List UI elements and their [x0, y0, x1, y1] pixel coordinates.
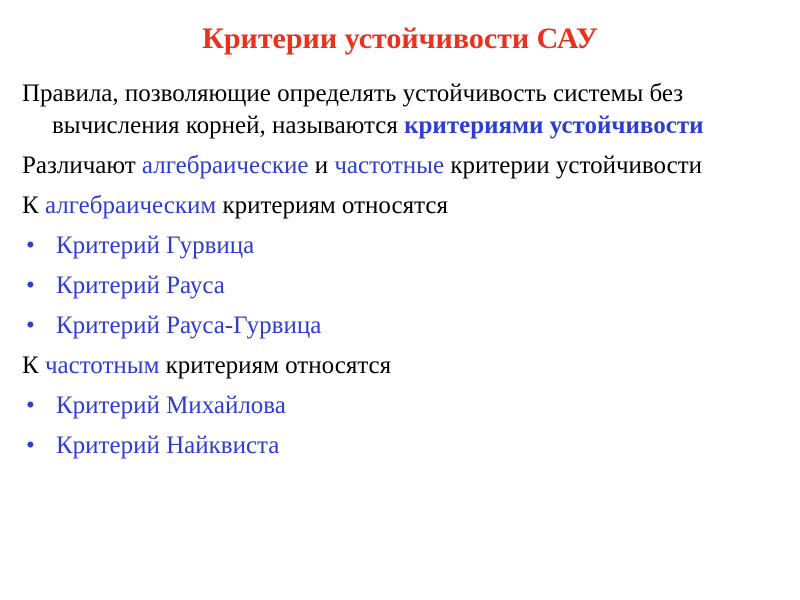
- list-item-label: Критерий Рауса: [56, 272, 225, 299]
- list-item-routh: [22, 270, 792, 302]
- frequency-intro-text-1: К: [22, 352, 39, 379]
- definition-term: критериями устойчивости: [404, 112, 704, 139]
- bullet-icon: •: [26, 232, 35, 259]
- frequency-intro-highlight: частотным: [44, 352, 160, 379]
- list-item-mikhailov: [22, 390, 792, 422]
- algebraic-highlight: алгебраические: [141, 152, 309, 179]
- paragraph-distinguish: [22, 150, 792, 182]
- list-item-routh-hurwitz: [22, 310, 792, 342]
- bullet-icon: •: [26, 272, 35, 299]
- frequency-highlight: частотные: [334, 152, 445, 179]
- list-item-label: Критерий Гурвица: [56, 232, 255, 259]
- definition-text: Правила, позволяющие определять устойчивость системы без вычисления корней, называются: [22, 80, 684, 139]
- frequency-intro-text-2: критериям относятся: [165, 352, 392, 379]
- distinguish-text-1: Различают: [22, 152, 136, 179]
- list-item-nyquist: [22, 430, 792, 462]
- slide-title: Критерии устойчивости САУ: [202, 22, 598, 55]
- algebraic-intro-text-2: критериям относятся: [222, 192, 448, 219]
- algebraic-intro-text-1: К: [22, 192, 39, 219]
- list-item-label: Критерий Найквиста: [56, 432, 280, 459]
- paragraph-definition: [22, 78, 792, 142]
- algebraic-intro-highlight: алгебраическим: [44, 192, 217, 219]
- slide-body: [22, 78, 792, 470]
- distinguish-text-2: и: [314, 152, 329, 179]
- distinguish-text-3: критерии устойчивости: [450, 152, 703, 179]
- bullet-icon: •: [26, 392, 35, 419]
- bullet-icon: •: [26, 432, 35, 459]
- list-item-hurwitz: [22, 230, 792, 262]
- bullet-icon: •: [26, 312, 35, 339]
- algebraic-intro: [22, 190, 792, 222]
- list-item-label: Критерий Рауса-Гурвица: [56, 312, 322, 339]
- list-item-label: Критерий Михайлова: [56, 392, 286, 419]
- frequency-intro: [22, 350, 792, 382]
